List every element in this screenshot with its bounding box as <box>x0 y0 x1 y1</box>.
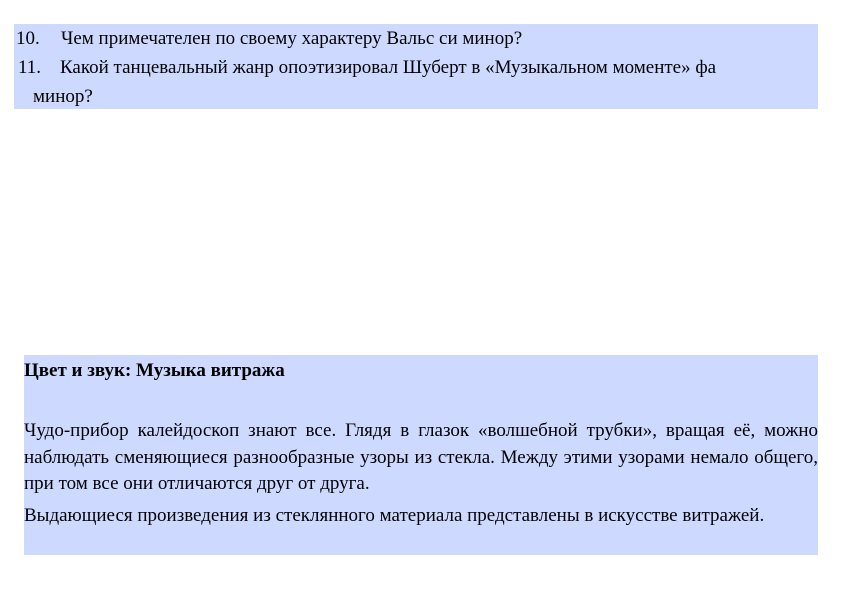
article-paragraph: Выдающиеся произведения из стеклянного материала представлены в искусстве витражей. <box>24 505 765 526</box>
question-number: 10. <box>16 28 40 49</box>
questions-block <box>14 24 818 109</box>
question-number: 11. <box>18 57 42 78</box>
question-text-continuation: минор? <box>33 86 93 107</box>
question-text: Какой танцевальный жанр опоэтизировал Шуберт в «Музыкальном моменте» фа <box>60 57 717 78</box>
article-paragraph: Чудо-прибор калейдоскоп знают все. Глядя в глазок «волшебной трубки», вращая её, можно наблюдать сменяющиеся разнообразные узоры из стекла. Между этими узорами немало общего, при том все они отличаются друг от друга. <box>24 420 818 494</box>
question-text: Чем примечателен по своему характеру Вальс си минор? <box>61 28 523 49</box>
article-title: Цвет и звук: Музыка витража <box>24 360 285 381</box>
article-block <box>24 355 818 555</box>
